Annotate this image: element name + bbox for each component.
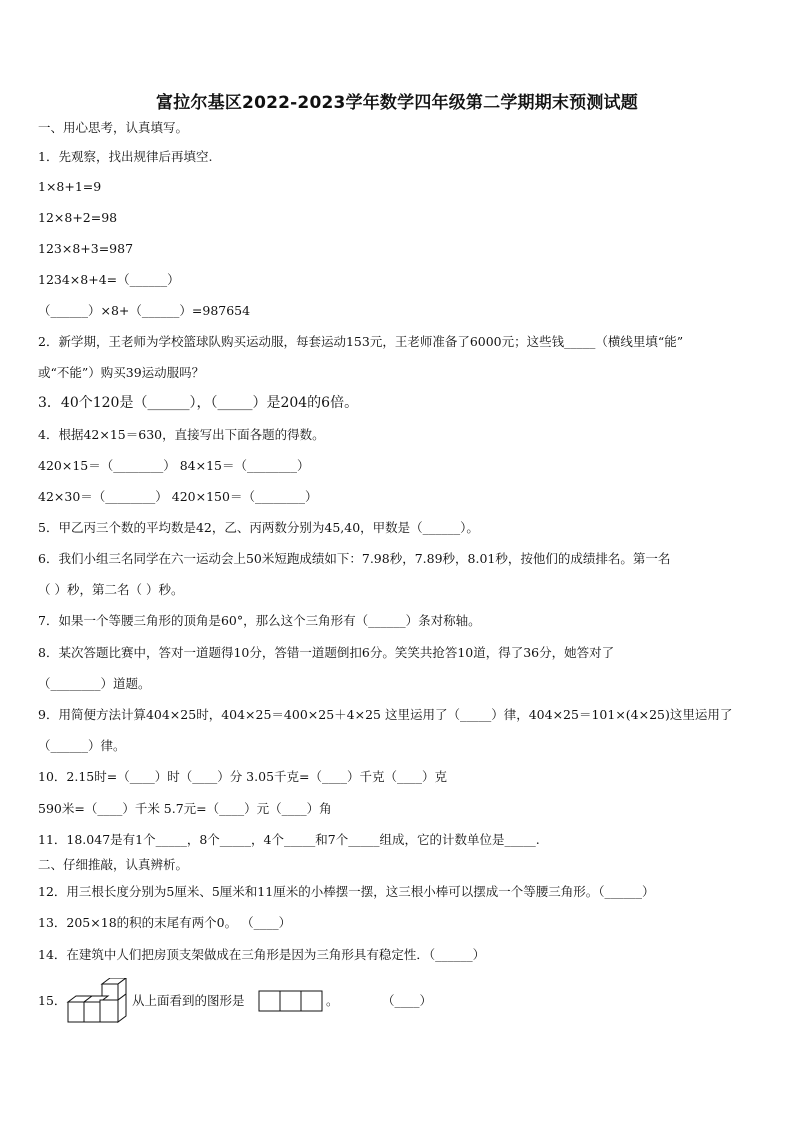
question-8: 8．某次答题比赛中，答对一道题得10分，答错一道题倒扣6分。笑笑共抢答10道，得了36分，她答对了 <box>38 645 615 660</box>
pattern-line: 123×8+3=987 <box>38 241 134 256</box>
question-15-period: 。 <box>326 993 339 1008</box>
question-14: 14．在建筑中人们把房顶支架做成在三角形是因为三角形具有稳定性．（______） <box>38 947 486 962</box>
pattern-line: 1234×8+4=（______） <box>38 272 180 287</box>
question-6: 6．我们小组三名同学在六一运动会上50米短跑成绩如下：7.98秒，7.89秒，8.01秒，按他们的成绩排名。第一名 <box>38 551 671 566</box>
question-10-cont: 590米=（____）千米 5.7元=（____）元（____）角 <box>38 801 332 816</box>
question-15-text: 从上面看到的图形是 <box>132 993 245 1008</box>
section-1-heading: 一、用心思考，认真填写。 <box>38 120 189 135</box>
question-2: 2．新学期，王老师为学校篮球队购买运动服，每套运动153元，王老师准备了6000元；这些钱_____（横线里填“能” <box>38 334 684 349</box>
section-2-heading: 二、仔细推敲，认真辨析。 <box>38 857 189 872</box>
question-15-blank: （____） <box>382 993 433 1008</box>
question-9-cont: （______）律。 <box>38 738 126 753</box>
question-2-cont: 或“不能”）购买39运动服吗？ <box>38 365 205 380</box>
question-4-row: 420×15＝（________） 84×15＝（________） <box>38 458 310 473</box>
cube-stack-figure <box>66 978 130 1026</box>
question-6-cont: （ ）秒，第二名（ ）秒。 <box>38 582 184 597</box>
question-7: 7．如果一个等腰三角形的顶角是60°，那么这个三角形有（______）条对称轴。 <box>38 613 481 628</box>
question-12: 12．用三根长度分别为5厘米、5厘米和11厘米的小棒摆一摆，这三根小棒可以摆成一个等腰三角形。（______） <box>38 884 655 899</box>
question-9: 9．用简便方法计算404×25时，404×25＝400×25＋4×25 这里运用了（_____）律，404×25＝101×(4×25)这里运用了 <box>38 707 733 722</box>
page-title: 富拉尔基区2022-2023学年数学四年级第二学期期末预测试题 <box>156 93 638 113</box>
question-3: 3．40个120是（______），（_____）是204的6倍。 <box>38 395 359 411</box>
question-13: 13．205×18的积的末尾有两个0。 （____） <box>38 915 292 930</box>
question-15-number: 15． <box>38 993 67 1008</box>
top-view-figure <box>258 990 324 1012</box>
question-1: 1．先观察，找出规律后再填空. <box>38 149 213 164</box>
question-11: 11．18.047是有1个_____，8个_____，4个_____和7个_____组成，它的计数单位是_____. <box>38 832 540 847</box>
question-5: 5．甲乙丙三个数的平均数是42，乙、丙两数分别为45,40，甲数是（______）。 <box>38 520 479 535</box>
question-4: 4．根据42×15＝630，直接写出下面各题的得数。 <box>38 427 325 442</box>
question-10: 10．2.15时=（____）时（____）分 3.05千克=（____）千克（____）克 <box>38 769 447 784</box>
question-8-cont: （________）道题。 <box>38 676 151 691</box>
pattern-line: （______）×8+（______）=987654 <box>38 303 251 318</box>
pattern-line: 1×8+1=9 <box>38 179 102 194</box>
question-4-row: 42×30＝（________） 420×150＝（________） <box>38 489 318 504</box>
pattern-line: 12×8+2=98 <box>38 210 118 225</box>
